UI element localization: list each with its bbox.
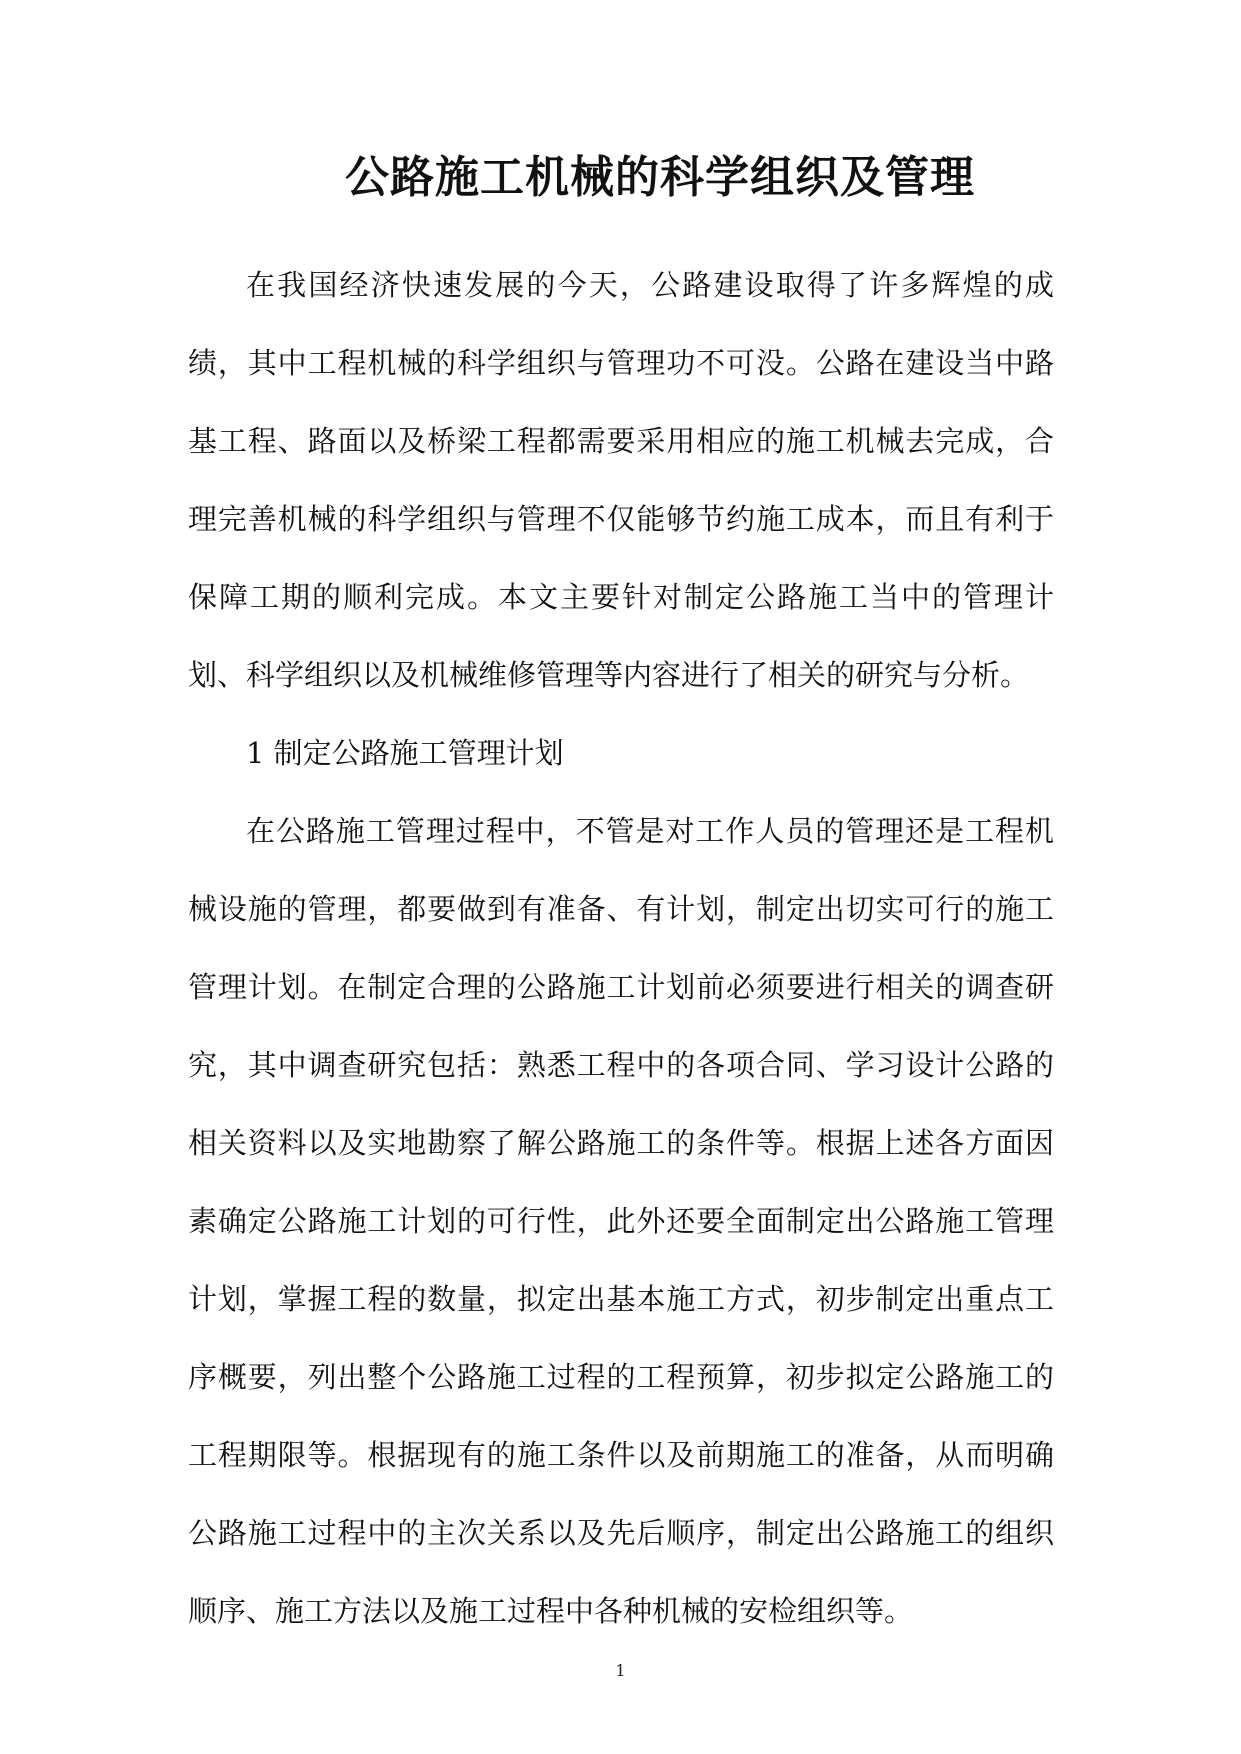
page-number: 1 xyxy=(615,1661,626,1680)
intro-paragraph: 在我国经济快速发展的今天，公路建设取得了许多辉煌的成绩，其中工程机械的科学组织与管理功不可没。公路在建设当中路基工程、路面以及桥梁工程都需要采用相应的施工机械去完成，合理完善机械的科学组织与管理不仅能够节约施工成本，而且有利于保障工期的顺利完成。本文主要针对制定公路施工当中的管理计划、科学组织以及机械维修管理等内容进行了相关的研究与分析。 xyxy=(188,268,1054,692)
document-title: 公路施工机械的科学组织及管理 xyxy=(345,152,975,203)
section-heading: 1 制定公路施工管理计划 xyxy=(246,736,564,770)
section-paragraph: 在公路施工管理过程中，不管是对工作人员的管理还是工程机械设施的管理，都要做到有准备、有计划，制定出切实可行的施工管理计划。在制定合理的公路施工计划前必须要进行相关的调查研究，其中调查研究包括：熟悉工程中的各项合同、学习设计公路的相关资料以及实地勘察了解公路施工的条件等。根据上述各方面因素确定公路施工计划的可行性，此外还要全面制定出公路施工管理计划，掌握工程的数量，拟定出基本施工方式，初步制定出重点工序概要，列出整个公路施工过程的工程预算，初步拟定公路施工的工程期限等。根据现有的施工条件以及前期施工的准备，从而明确公路施工过程中的主次关系以及先后顺序，制定出公路施工的组织顺序、施工方法以及施工过程中各种机械的安检组织等。 xyxy=(188,814,1054,1628)
